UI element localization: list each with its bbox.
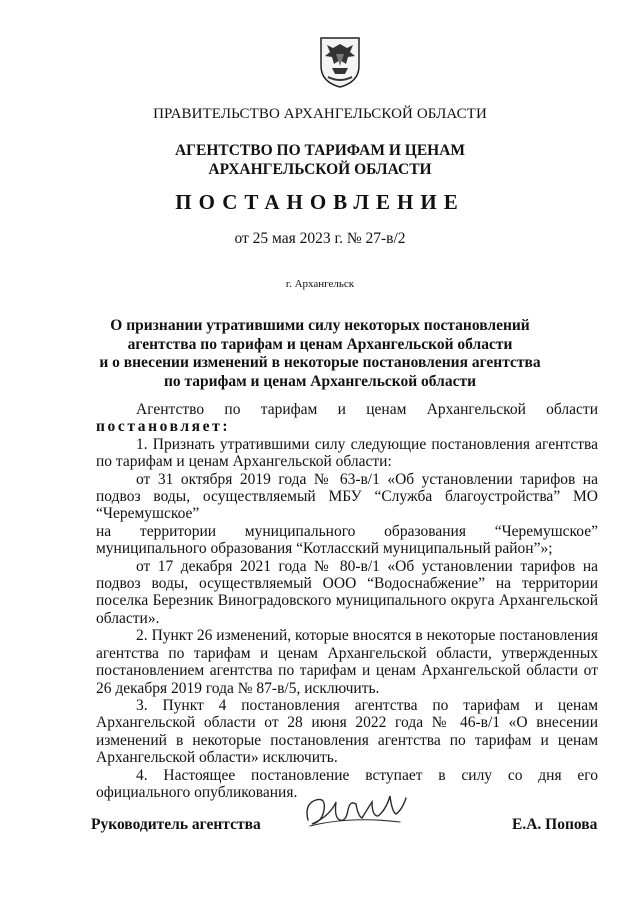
government-name: ПРАВИТЕЛЬСТВО АРХАНГЕЛЬСКОЙ ОБЛАСТИ <box>153 106 487 122</box>
agency-name-line2: АРХАНГЕЛЬСКОЙ ОБЛАСТИ <box>208 161 432 178</box>
document-body <box>96 401 598 801</box>
body-paragraph-1a-line3: муниципального образования “Котласский муниципальный район”»; <box>96 540 553 558</box>
document-title <box>0 317 640 391</box>
body-intro: Агентство по тарифам и ценам Архангельской области <box>136 401 598 418</box>
coat-of-arms-icon <box>318 36 362 88</box>
resolves-word: постановляет: <box>96 418 231 436</box>
body-paragraph-1: 1. Признать утратившими силу следующие постановления агентства по тарифам и ценам Архангельской области: <box>96 435 598 471</box>
document-city: г. Архангельск <box>285 278 355 290</box>
body-paragraph-1b: от 17 декабря 2021 года № 80-в/1 «Об установлении тарифов на подвоз воды, осуществляемый ООО “Водоснабжение” на территории поселка Березник Виноградовского муниципального округа Архангельской области». <box>96 557 598 627</box>
body-resolves <box>96 418 598 435</box>
agency-name <box>0 141 640 179</box>
document-title-line3: и о внесении изменений в некоторые постановления агентства <box>99 354 541 371</box>
body-paragraph-3: 3. Пункт 4 постановления агентства по тарифам и ценам Архангельской области от 28 июня 2022 года № 46-в/1 «О внесении изменений в некоторые постановления агентства по тарифам и ценам Архангельской области» исключить. <box>96 696 598 767</box>
body-paragraph-4: 4. Настоящее постановление вступает в силу со дня его официального опубликования. <box>96 766 598 801</box>
document-title-line2: агентства по тарифам и ценам Архангельской области <box>127 335 513 353</box>
body-paragraph-1a-line2: на территории муниципального образования “Черемушское” <box>96 522 598 540</box>
document-title-line4: по тарифам и ценам Архангельской области <box>163 372 477 390</box>
agency-name-line1: АГЕНТСТВО ПО ТАРИФАМ И ЦЕНАМ <box>174 142 466 159</box>
signatory-name: Е.А. Попова <box>512 816 598 833</box>
document-date-number: от 25 мая 2023 г. № 27-в/2 <box>234 230 406 247</box>
body-paragraph-2: 2. Пункт 26 изменений, которые вносятся в некоторые постановления агентства по тарифам и ценам Архангельской области, утвержденных постановлением агентства по тарифам и ценам Архангельской области от 26 декабря 2019 года № 87-в/5, исключить. <box>96 627 598 697</box>
document-type: ПОСТАНОВЛЕНИЕ <box>175 190 465 214</box>
body-paragraph-1a-line1: от 31 октября 2019 года № 63-в/1 «Об установлении тарифов на подвоз воды, осуществляемый МБУ “Служба благоустройства” МО “Черемушское” <box>96 470 598 523</box>
signatory-position: Руководитель агентства <box>91 816 261 833</box>
handwritten-signature <box>300 786 410 836</box>
document-title-line1: О признании утратившими силу некоторых постановлений <box>110 317 530 334</box>
